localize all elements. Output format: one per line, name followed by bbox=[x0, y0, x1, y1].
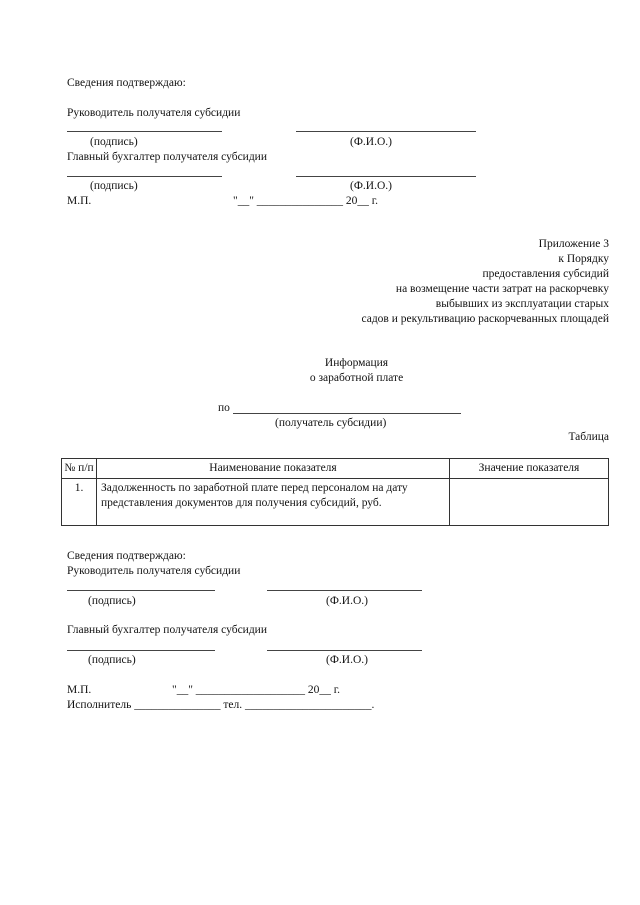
appendix-line-6: садов и рекультивацию раскорчеванных площадей bbox=[361, 313, 609, 325]
header-num: № п/п bbox=[62, 459, 97, 479]
bottom-head-fio-line bbox=[267, 590, 422, 591]
header-name: Наименование показателя bbox=[97, 459, 450, 479]
bottom-chief-accountant-title: Главный бухгалтер получателя субсидии bbox=[67, 624, 267, 636]
table-label: Таблица bbox=[568, 431, 609, 443]
bottom-head-signature-label: (подпись) bbox=[88, 595, 136, 607]
document-subtitle: о заработной плате bbox=[309, 372, 404, 384]
bottom-date-line: "__" ___________________ 20__ г. bbox=[172, 684, 341, 696]
po-label: по bbox=[218, 402, 230, 414]
table-header-row bbox=[62, 459, 609, 479]
header-value: Значение показателя bbox=[450, 459, 609, 479]
bottom-accountant-fio-label: (Ф.И.О.) bbox=[326, 654, 368, 666]
document-title: Информация bbox=[324, 357, 389, 369]
top-chief-accountant-title: Главный бухгалтер получателя субсидии bbox=[67, 151, 267, 163]
appendix-line-4: на возмещение части затрат на раскорчевку bbox=[395, 283, 609, 295]
top-date-line: "__" _______________ 20__ г. bbox=[233, 195, 379, 207]
top-accountant-signature-line bbox=[67, 176, 222, 177]
top-head-signature-label: (подпись) bbox=[90, 136, 138, 148]
top-accountant-fio-line bbox=[296, 176, 476, 177]
top-head-signature-line bbox=[67, 131, 222, 132]
top-mp-label: М.П. bbox=[67, 195, 92, 207]
recipient-line bbox=[233, 413, 461, 414]
appendix-line-1: Приложение 3 bbox=[538, 238, 609, 250]
recipient-caption: (получатель субсидии) bbox=[275, 417, 387, 429]
top-head-fio-label: (Ф.И.О.) bbox=[350, 136, 392, 148]
top-accountant-signature-label: (подпись) bbox=[90, 180, 138, 192]
bottom-accountant-signature-label: (подпись) bbox=[88, 654, 136, 666]
row-num: 1. bbox=[62, 478, 97, 525]
bottom-head-fio-label: (Ф.И.О.) bbox=[326, 595, 368, 607]
top-head-title: Руководитель получателя субсидии bbox=[67, 107, 241, 119]
executor-line: Исполнитель _______________ тел. ______________________. bbox=[67, 699, 375, 711]
bottom-head-title: Руководитель получателя субсидии bbox=[67, 565, 241, 577]
appendix-line-3: предоставления субсидий bbox=[482, 268, 609, 280]
bottom-confirm-text: Сведения подтверждаю: bbox=[67, 550, 186, 562]
bottom-accountant-fio-line bbox=[267, 650, 422, 651]
row-name: Задолженность по заработной плате перед персоналом на дату представления документов для получения субсидий, руб. bbox=[97, 478, 450, 525]
salary-info-table bbox=[61, 458, 609, 526]
bottom-head-signature-line bbox=[67, 590, 215, 591]
top-accountant-fio-label: (Ф.И.О.) bbox=[350, 180, 392, 192]
appendix-line-2: к Порядку bbox=[558, 253, 609, 265]
bottom-mp-label: М.П. bbox=[67, 684, 92, 696]
top-confirm-text: Сведения подтверждаю: bbox=[67, 77, 186, 89]
row-value[interactable] bbox=[450, 478, 609, 525]
top-head-fio-line bbox=[296, 131, 476, 132]
appendix-line-5: выбывших из эксплуатации старых bbox=[435, 298, 609, 310]
bottom-accountant-signature-line bbox=[67, 650, 215, 651]
table-row bbox=[62, 478, 609, 525]
